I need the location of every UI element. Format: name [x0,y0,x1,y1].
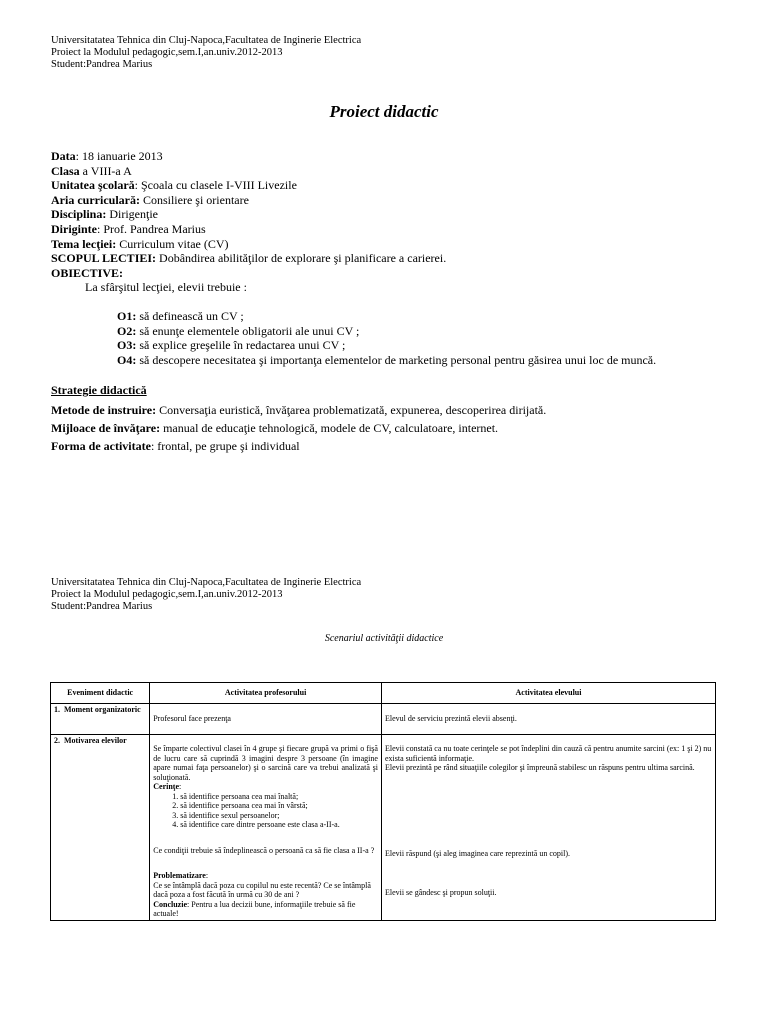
table-row [51,735,716,921]
field-unitatea-label: Unitatea şcolară [51,178,135,193]
objective-text: să definească un CV ; [136,308,244,323]
table-header-row [51,683,716,704]
problem-label: Problematizare [153,871,206,880]
field-diriginte-value: : Prof. Pandrea Marius [97,221,206,236]
forma-label: Forma de activitate [51,439,151,453]
field-aria [51,193,656,208]
student-cell [381,735,715,921]
column-header-event: Eveniment didactic [51,683,150,704]
scenario-table [50,682,716,921]
strategy-metode [51,403,546,418]
event-number: 1. [54,705,60,714]
problem-heading [153,871,378,881]
field-aria-value: Consiliere şi orientare [139,192,249,207]
field-unitatea-value: : Şcoala cu clasele I-VIII Livezile [134,178,297,193]
field-data-value: : 18 ianuarie 2013 [75,149,163,163]
metode-label: Metode de instruire: [51,403,157,417]
student-activity-d: Elevii se gândesc şi propun soluţii. [384,888,497,897]
field-obiective [51,266,656,281]
field-diriginte [51,222,656,237]
objective-text: să explice greşelile în redactarea unui CV ; [136,338,346,353]
mijloace-value: manual de educaţie tehnologică, modele de CV, calculatoare, internet. [160,421,499,435]
list-item: 3. să identifice sexul persoanelor; [180,811,378,821]
field-tema-label: Tema lecţiei: [51,236,117,251]
student-cell: Elevul de serviciu prezintă elevii absenţi. [381,704,715,735]
event-number: 2. [54,736,60,745]
scenario-title: Scenariul activităţii didactice [324,633,444,644]
field-data [51,149,656,164]
page-header [51,35,361,71]
strategy-mijloace [51,421,546,436]
field-clasa-value: a VIII-a A [79,163,132,178]
list-item: 1. să identifice persoana cea mai înaltă; [180,792,378,802]
field-diriginte-label: Diriginte [51,221,97,236]
objective-code: O1: [117,308,137,323]
field-disciplina [51,207,656,222]
problem-text: Ce se întâmplă dacă poza cu copilul nu este recentă? Ce se întâmplă dacă poza a fost făcută în urmă cu 30 de ani ? [153,880,371,899]
objective-o3 [51,338,656,353]
student-activity-c: Elevii răspund (şi aleg imaginea care reprezintă un copil). [384,848,570,858]
lesson-fields [51,149,656,367]
field-clasa [51,164,656,179]
criteria-heading [153,782,378,792]
field-tema [51,237,656,252]
objective-o4 [51,353,656,368]
column-header-teacher: Activitatea profesorului [150,683,382,704]
document-title: Proiect didactic [329,102,439,121]
student-activity-b: Elevii prezintă pe rând situaţiile colegilor şi împreună stabilesc un răspuns pentru ultima sarcină. [384,763,695,772]
field-disciplina-value: Dirigenţie [106,207,158,222]
criteria-label: Cerinţe [153,782,179,791]
conclusion [153,900,378,919]
field-tema-value: Curriculum vitae (CV) [116,236,229,251]
header-student: Student:Pandrea Marius [51,59,153,70]
list-item: 2. să identifice persoana cea mai în vârstă; [180,801,378,811]
mijloace-label: Mijloace de învăţare: [51,421,161,435]
header-project: Proiect la Modulul pedagogic,sem.I,an.univ.2012-2013 [51,589,283,600]
event-label: Motivarea elevilor [64,736,127,745]
page-header-2 [51,577,361,613]
objectives-intro: La sfârşitul lecţiei, elevii trebuie : [85,280,247,295]
objective-code: O4: [117,352,137,367]
objective-o1 [51,309,656,324]
conclusion-text: : Pentru a lua decizii bune, informaţiile trebuie să fie actuale! [153,899,356,918]
criteria-list [153,792,378,830]
spacer [51,295,656,309]
problem-colon: : [205,871,209,880]
header-university: Universitatatea Tehnica din Cluj-Napoca,Facultatea de Inginerie Electrica [51,35,362,46]
event-cell [51,704,150,735]
field-scopul-label: SCOPUL LECTIEI: [51,251,157,266]
event-cell [51,735,150,921]
header-university: Universitatatea Tehnica din Cluj-Napoca,Facultatea de Inginerie Electrica [51,577,362,588]
event-label: Moment organizatoric [64,705,141,714]
objective-code: O3: [117,338,137,353]
criteria-colon: : [179,782,182,791]
header-student: Student:Pandrea Marius [51,601,153,612]
strategy-forma [51,439,546,454]
field-disciplina-label: Disciplina: [51,207,107,222]
column-header-student: Activitatea elevului [381,683,715,704]
objective-o2 [51,324,656,339]
field-aria-label: Aria curriculară: [51,192,140,207]
teacher-cell: Profesorul face prezenţa [150,704,382,735]
metode-value: Conversaţia euristică, învăţarea problematizată, expunerea, descoperirea dirijată. [156,403,547,417]
conclusion-label: Concluzie [153,899,188,909]
list-item: 4. să identifice care dintre persoane este clasa a-II-a. [180,820,378,830]
field-data-label: Data [51,149,76,163]
header-project: Proiect la Modulul pedagogic,sem.I,an.univ.2012-2013 [51,47,283,58]
objective-text: să descopere necesitatea şi importanţa elementelor de marketing personal pentru găsirea unui loc de muncă. [136,352,657,367]
field-obiective-label: OBIECTIVE: [51,265,124,280]
forma-value: : frontal, pe grupe şi individual [150,439,300,453]
strategy-heading: Strategie didactică [51,383,147,397]
field-unitatea [51,178,656,193]
field-scopul [51,251,656,266]
teacher-cell [150,735,382,921]
field-scopul-value: Dobândirea abilităţilor de explorare şi planificare a carierei. [156,251,447,266]
student-activity-a: Elevii constată ca nu toate cerinţele se pot îndeplini din cauză că pentru anumite sarcini (ex: 1 şi 2) nu exista suficientă informaţie. [384,744,712,763]
table-row [51,704,716,735]
field-clasa-label: Clasa [51,163,80,178]
teacher-intro: Se împarte colectivul clasei în 4 grupe şi fiecare grupă va primi o fişă de lucru care să cuprindă 3 imagini despre 3 persoane (în imagine apare numai faţa persoanelor) şi o sarcină care va trebui analizată şi soluţionată. [153,744,378,782]
teacher-question: Ce condiţii trebuie să îndeplinească o persoană ca să fie clasa a II-a ? [153,845,375,855]
strategy-section [51,383,546,454]
objective-text: să enunţe elementele obligatorii ale unui CV ; [136,323,360,338]
objective-code: O2: [117,323,137,338]
